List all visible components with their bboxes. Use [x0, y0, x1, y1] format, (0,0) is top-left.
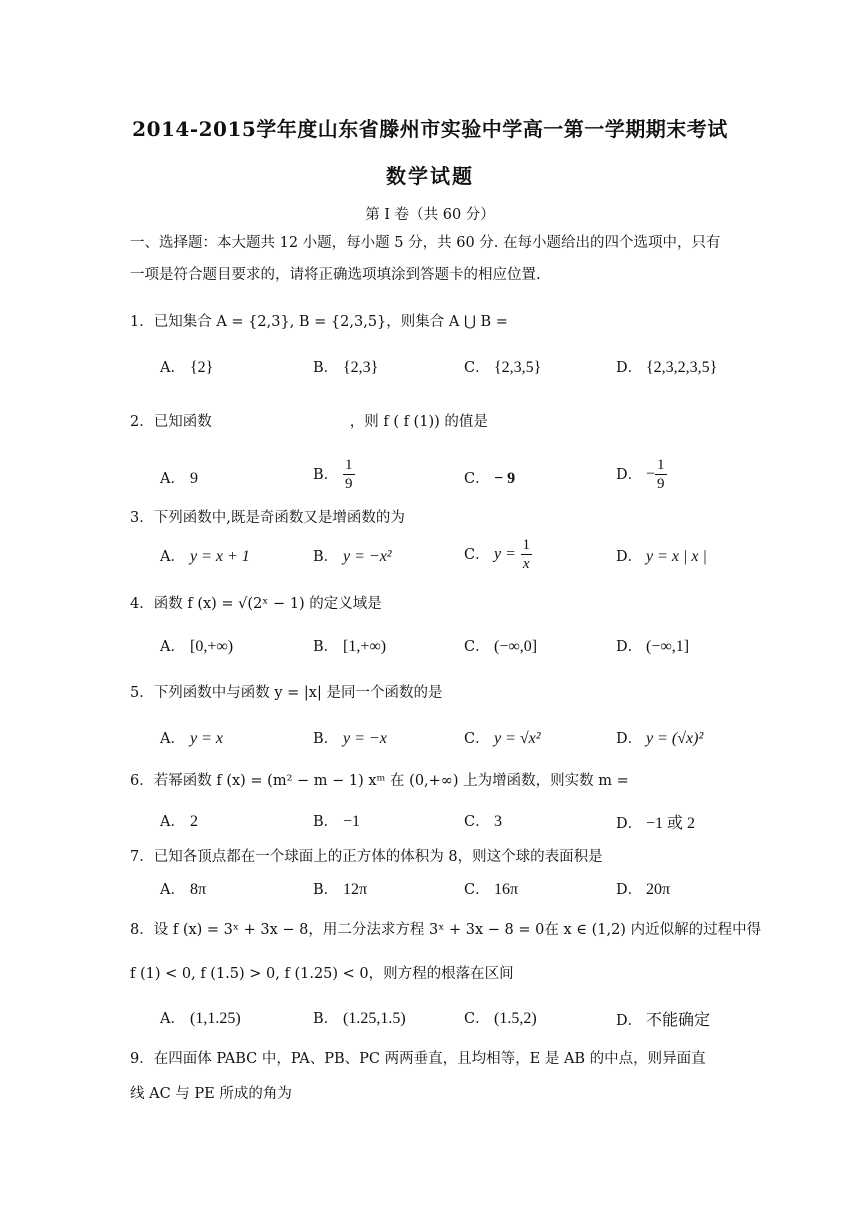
question-1	[130, 310, 770, 331]
option-value: y = (√x)²	[646, 730, 704, 747]
option-label: D．	[616, 639, 643, 655]
fraction: $\frac{1}{x}$	[522, 537, 531, 572]
question-stem: 已知各顶点都在一个球面上的正方体的体积为 8，则这个球的表面积是	[153, 849, 603, 865]
option-value: {2,3}	[343, 359, 379, 376]
option-label: C．	[464, 360, 490, 376]
option-value: {2,3,5}	[494, 359, 542, 376]
question-stem: 下列函数中,既是奇函数又是增函数的为	[153, 510, 405, 526]
option-label: B．	[313, 466, 339, 483]
option-1c	[464, 356, 541, 377]
section-heading: 第 I 卷（共 60 分）	[365, 207, 495, 223]
option-2a	[160, 467, 198, 488]
option-label: B．	[313, 731, 339, 747]
question-4	[130, 592, 770, 613]
option-6a	[160, 810, 198, 831]
option-label: D．	[616, 816, 643, 832]
option-value: {2}	[190, 359, 214, 376]
option-value: [1,+∞)	[343, 638, 387, 655]
option-value: 16π	[494, 881, 519, 898]
question-number: 5．	[130, 685, 154, 701]
question-number: 4．	[130, 596, 154, 612]
question-number: 3．	[130, 510, 154, 526]
option-value: y = x + 1	[190, 548, 250, 565]
option-label: D．	[616, 360, 643, 376]
option-6d	[616, 810, 695, 833]
option-label: A．	[160, 471, 185, 487]
option-5c	[464, 727, 541, 748]
option-label: D．	[616, 731, 643, 747]
question-stem-continued: f (1) < 0, f (1.5) > 0, f (1.25) < 0，则方程的根落在区间	[130, 966, 514, 982]
option-label: D．	[616, 466, 643, 483]
fraction: $\frac{1}{9}$	[345, 457, 353, 492]
option-value: y = −x	[343, 730, 387, 747]
instructions-line-1: 一、选择题：本大题共 12 小题，每小题 5 分，共 60 分. 在每小题给出的四个选项中，只有	[130, 235, 721, 251]
question-8	[130, 918, 770, 939]
option-label: C．	[464, 639, 490, 655]
option-3c: C． y = $\frac{1}{x}$	[464, 537, 531, 572]
option-4a	[160, 635, 233, 656]
option-value: 不能确定	[646, 1012, 711, 1029]
option-5b	[313, 727, 387, 748]
option-3b	[313, 545, 392, 566]
question-7	[130, 845, 770, 866]
option-value: −1 或 2	[646, 815, 696, 832]
question-6	[130, 769, 770, 790]
option-4d	[616, 635, 689, 656]
option-value: (1,1.25)	[190, 1010, 241, 1027]
option-value: (−∞,1]	[646, 638, 690, 655]
option-value: y = x	[190, 730, 223, 747]
option-value: 9	[190, 470, 198, 487]
question-number: 2．	[130, 414, 154, 430]
option-8c	[464, 1007, 537, 1028]
question-number: 7．	[130, 849, 154, 865]
question-number: 1．	[130, 314, 154, 330]
option-6c	[464, 810, 502, 831]
option-8b	[313, 1007, 406, 1028]
option-label: D．	[616, 549, 643, 565]
option-8d	[616, 1007, 710, 1030]
option-7b	[313, 878, 367, 899]
option-value: 20π	[646, 881, 671, 898]
instructions-line-2: 一项是符合题目要求的，请将正确选项填涂到答题卡的相应位置.	[130, 267, 541, 283]
option-label: B．	[313, 360, 339, 376]
option-2d: D． − $\frac{1}{9}$	[616, 457, 665, 492]
option-label: C．	[464, 731, 490, 747]
option-7d	[616, 878, 670, 899]
fraction: $\frac{1}{9}$	[657, 457, 665, 492]
option-value: y = x | x |	[646, 548, 707, 565]
question-stem: 已知集合 A = {2,3}, B = {2,3,5}，则集合 A ⋃ B =	[153, 314, 508, 330]
option-7c	[464, 878, 518, 899]
question-number: 9．	[130, 1051, 154, 1067]
option-2b	[313, 456, 355, 493]
option-value: (1.5,2)	[494, 1010, 537, 1027]
question-number: 8．	[130, 922, 154, 938]
option-label: D．	[616, 882, 643, 898]
question-stem-continued: 线 AC 与 PE 所成的角为	[130, 1086, 292, 1102]
option-1b	[313, 356, 378, 377]
option-5a	[160, 727, 223, 748]
question-stem-b: ，则 f ( f (1)) 的值是	[349, 414, 488, 430]
question-stem-a: 已知函数	[153, 414, 212, 430]
option-label: C．	[464, 882, 490, 898]
option-4c	[464, 635, 537, 656]
question-stem: 设 f (x) = 3ˣ + 3x − 8，用二分法求方程 3ˣ + 3x − 8 = 0在 x ∈ (1,2) 内近似解的过程中得	[153, 922, 762, 938]
option-value: 3	[494, 813, 502, 830]
question-9-line-2	[130, 1082, 770, 1103]
option-label: C．	[464, 546, 490, 563]
option-value: 12π	[343, 881, 368, 898]
question-5	[130, 681, 770, 702]
option-value: 8π	[190, 881, 207, 898]
option-3a	[160, 545, 250, 566]
option-5d	[616, 727, 703, 748]
question-9	[130, 1047, 770, 1068]
option-1a	[160, 356, 213, 377]
question-8-line-2	[130, 962, 770, 983]
option-value: y = −x²	[343, 548, 392, 565]
question-stem: 在四面体 PABC 中，PA、PB、PC 两两垂直，且均相等，E 是 AB 的中点，则异面直	[153, 1051, 706, 1067]
exam-subtitle: 数学试题	[386, 164, 474, 188]
question-stem: 函数 f (x) = √(2ˣ − 1) 的定义域是	[153, 596, 382, 612]
option-label: C．	[464, 1011, 490, 1027]
option-1d	[616, 356, 717, 377]
option-3d	[616, 545, 707, 566]
option-label: A．	[160, 549, 185, 565]
option-label: B．	[313, 639, 339, 655]
option-label: C．	[464, 814, 490, 830]
question-3	[130, 506, 770, 527]
option-label: B．	[313, 814, 339, 830]
option-value: {2,3,2,3,5}	[646, 359, 718, 376]
option-label: A．	[160, 882, 185, 898]
question-stem: 若幂函数 f (x) = (m² − m − 1) xᵐ 在 (0,+∞) 上为增函数，则实数 m =	[153, 773, 629, 789]
option-label: A．	[160, 731, 185, 747]
option-label: A．	[160, 1011, 185, 1027]
question-2	[130, 410, 770, 431]
option-6b	[313, 810, 360, 831]
option-label: D．	[616, 1013, 643, 1029]
option-8a	[160, 1007, 241, 1028]
option-label: A．	[160, 814, 185, 830]
question-stem: 下列函数中与函数 y = |x| 是同一个函数的是	[153, 685, 443, 701]
option-value: 2	[190, 813, 198, 830]
option-7a	[160, 878, 206, 899]
option-2c	[464, 467, 515, 488]
option-label: B．	[313, 549, 339, 565]
option-value: −1	[343, 813, 361, 830]
option-label: B．	[313, 1011, 339, 1027]
option-label: B．	[313, 882, 339, 898]
option-value: − 9	[494, 470, 516, 487]
option-value: (−∞,0]	[494, 638, 538, 655]
option-label: A．	[160, 360, 185, 376]
option-value: (1.25,1.5)	[343, 1010, 406, 1027]
question-number: 6．	[130, 773, 154, 789]
option-value: y = √x²	[494, 730, 541, 747]
option-value: [0,+∞)	[190, 638, 234, 655]
exam-title: 2014-2015学年度山东省滕州市实验中学高一第一学期期末考试	[132, 117, 728, 141]
option-label: A．	[160, 639, 185, 655]
option-4b	[313, 635, 386, 656]
option-label: C．	[464, 471, 490, 487]
